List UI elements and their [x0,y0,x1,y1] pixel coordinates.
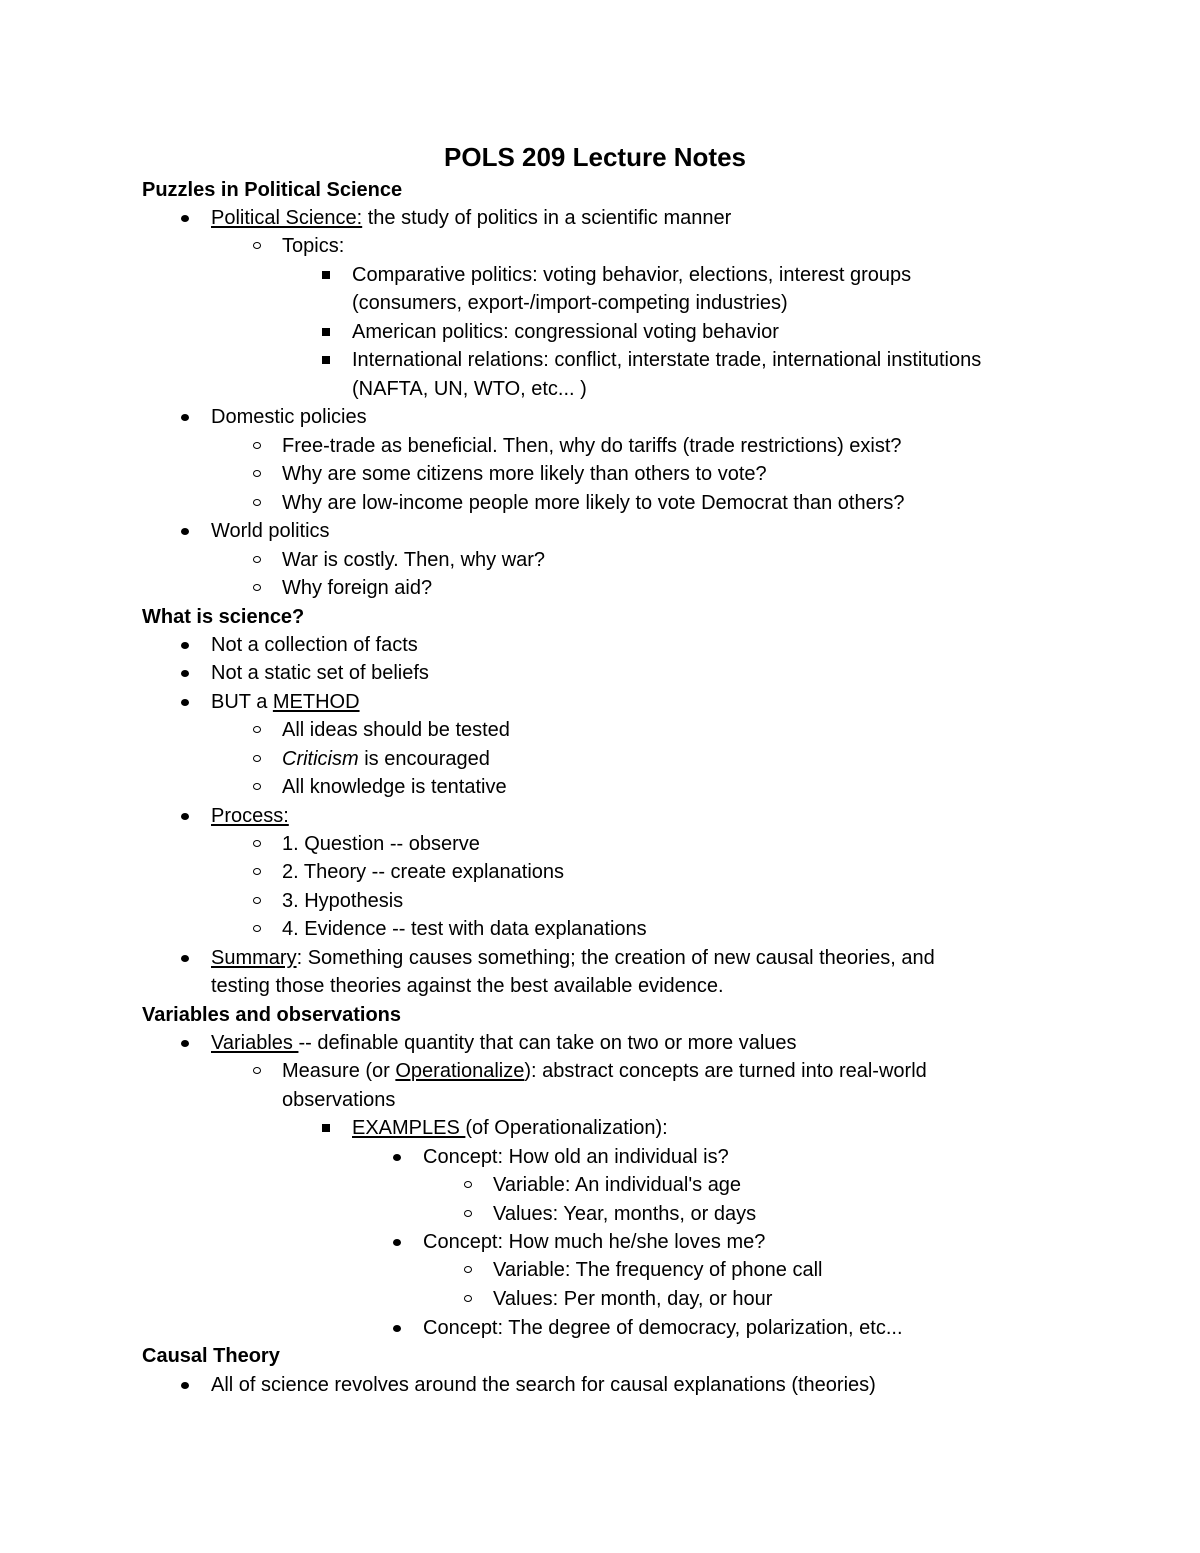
bullet-ring-icon [461,1200,475,1229]
list-item: Criticism is encouraged [282,745,490,774]
bullet-square-icon [319,1114,333,1143]
list-item: Concept: How much he/she loves me? [423,1228,765,1257]
bullet-square-icon [319,346,333,375]
bullet-dot-icon [178,631,192,660]
list-item: All of science revolves around the search for causal explanations (theories) [211,1371,876,1400]
bullet-ring-icon [250,232,264,261]
bullet-ring-icon [250,574,264,603]
bullet-ring-icon [250,716,264,745]
list-item: International relations: conflict, interstate trade, international institutions [352,346,981,375]
section-heading-puzzles: Puzzles in Political Science [142,179,403,201]
list-item: 2. Theory -- create explanations [282,858,564,887]
list-item: World politics [211,517,330,546]
list-item: Concept: How old an individual is? [423,1143,729,1172]
bullet-ring-icon [461,1256,475,1285]
list-item: BUT a METHOD [211,688,360,717]
list-item: All knowledge is tentative [282,773,507,802]
list-item-continuation: observations [282,1089,396,1111]
list-item: Why foreign aid? [282,574,432,603]
bullet-square-icon [319,318,333,347]
document-title: POLS 209 Lecture Notes [444,142,746,172]
list-item: Variables -- definable quantity that can take on two or more values [211,1029,797,1058]
list-item-continuation: testing those theories against the best available evidence. [211,975,724,997]
list-item: Not a static set of beliefs [211,659,429,688]
list-item: Topics: [282,232,344,261]
list-item: Variable: An individual's age [493,1171,741,1200]
list-item: Free-trade as beneficial. Then, why do tariffs (trade restrictions) exist? [282,432,902,461]
list-item: Values: Per month, day, or hour [493,1285,772,1314]
bullet-dot-icon [390,1314,404,1343]
bullet-ring-icon [250,745,264,774]
bullet-square-icon [319,261,333,290]
bullet-ring-icon [461,1171,475,1200]
list-item: American politics: congressional voting behavior [352,318,779,347]
bullet-dot-icon [178,802,192,831]
bullet-ring-icon [250,830,264,859]
list-item: 4. Evidence -- test with data explanations [282,915,647,944]
bullet-ring-icon [250,460,264,489]
list-item-continuation: (NAFTA, UN, WTO, etc... ) [352,378,587,400]
bullet-dot-icon [178,688,192,717]
list-item: EXAMPLES (of Operationalization): [352,1114,668,1143]
section-heading-variables: Variables and observations [142,1004,401,1026]
bullet-ring-icon [250,773,264,802]
bullet-ring-icon [250,489,264,518]
bullet-dot-icon [178,659,192,688]
bullet-dot-icon [390,1143,404,1172]
bullet-ring-icon [461,1285,475,1314]
list-item: 1. Question -- observe [282,830,480,859]
bullet-ring-icon [250,858,264,887]
section-heading-causal-theory: Causal Theory [142,1345,280,1367]
list-item: Values: Year, months, or days [493,1200,756,1229]
bullet-ring-icon [250,432,264,461]
bullet-ring-icon [250,1057,264,1086]
bullet-ring-icon [250,887,264,916]
list-item: Comparative politics: voting behavior, elections, interest groups [352,261,911,290]
list-item: War is costly. Then, why war? [282,546,545,575]
bullet-ring-icon [250,915,264,944]
list-item: Measure (or Operationalize): abstract concepts are turned into real-world [282,1057,927,1086]
list-item-continuation: (consumers, export-/import-competing industries) [352,292,788,314]
bullet-ring-icon [250,546,264,575]
list-item: Summary: Something causes something; the creation of new causal theories, and [211,944,935,973]
bullet-dot-icon [178,204,192,233]
list-item: Political Science: the study of politics in a scientific manner [211,204,731,233]
list-item: Why are some citizens more likely than others to vote? [282,460,767,489]
bullet-dot-icon [390,1228,404,1257]
bullet-dot-icon [178,1371,192,1400]
list-item: Why are low-income people more likely to vote Democrat than others? [282,489,905,518]
list-item: Concept: The degree of democracy, polarization, etc... [423,1314,903,1343]
section-heading-what-is-science: What is science? [142,606,305,628]
list-item: All ideas should be tested [282,716,510,745]
list-item: Domestic policies [211,403,367,432]
bullet-dot-icon [178,944,192,973]
bullet-dot-icon [178,403,192,432]
list-item: Not a collection of facts [211,631,418,660]
list-item: 3. Hypothesis [282,887,403,916]
list-item: Process: [211,802,289,831]
list-item: Variable: The frequency of phone call [493,1256,822,1285]
bullet-dot-icon [178,517,192,546]
bullet-dot-icon [178,1029,192,1058]
